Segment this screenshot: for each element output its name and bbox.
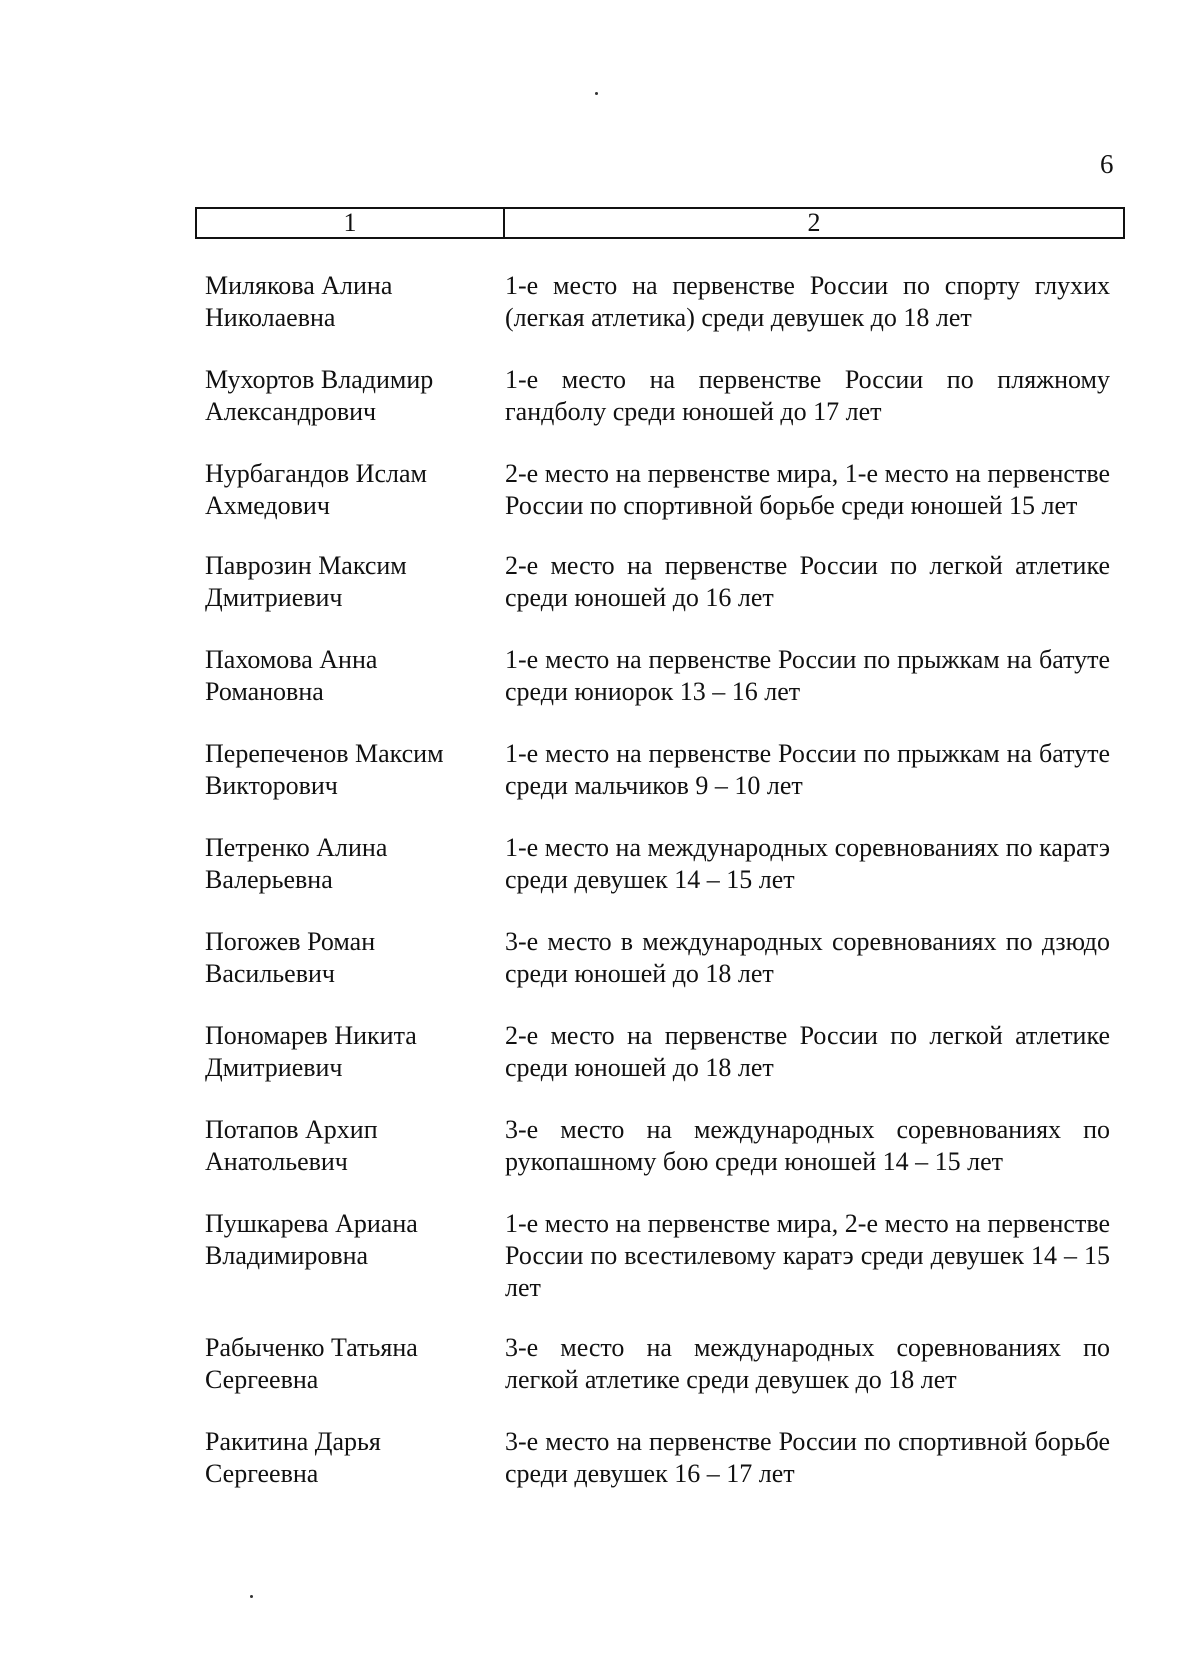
awardee-name: Пономарев Никита Дмитриевич — [205, 1021, 417, 1082]
awardee-entry — [205, 1426, 1125, 1490]
column-header-row — [195, 207, 1125, 239]
awardee-entry — [205, 1114, 1125, 1178]
awardee-name: Погожев Роман Васильевич — [205, 927, 376, 988]
scan-speck — [595, 92, 598, 95]
page-number: 6 — [1100, 149, 1114, 179]
awardee-name: Паврозин Максим Дмитриевич — [205, 551, 407, 612]
awardee-achievement: 1-е место на международных соревнованиях по каратэ среди девушек 14 – 15 лет — [505, 833, 1110, 894]
awardee-name: Ракитина Дарья Сергеевна — [205, 1427, 381, 1488]
awardee-achievement: 2-е место на первенстве мира, 1-е место на первенстве России по спортивной борьбе среди юношей 15 лет — [505, 459, 1110, 520]
column-header-2: 2 — [807, 208, 821, 237]
awardee-entry — [205, 270, 1125, 334]
awardee-achievement: 1-е место на первенстве России по прыжкам на батуте среди мальчиков 9 – 10 лет — [505, 739, 1110, 800]
awardee-entry — [205, 1208, 1125, 1304]
awardee-name: Милякова Алина Николаевна — [205, 271, 393, 332]
awardee-entry — [205, 926, 1125, 990]
awardee-achievement: 1-е место на первенстве России по спорту глухих (легкая атлетика) среди девушек до 18 лет — [505, 271, 1110, 332]
awardee-name: Мухортов Владимир Александрович — [205, 365, 434, 426]
awardee-achievement: 1-е место на первенстве мира, 2-е место на первенстве России по всестилевому каратэ среди девушек 14 – 15 лет — [505, 1209, 1110, 1302]
awardee-achievement: 3-е место в международных соревнованиях по дзюдо среди юношей до 18 лет — [505, 927, 1110, 988]
awardee-entry — [205, 550, 1125, 614]
awardee-entry — [205, 832, 1125, 896]
awardee-achievement: 2-е место на первенстве России по легкой атлетике среди юношей до 16 лет — [505, 551, 1110, 612]
scan-speck — [250, 1595, 253, 1598]
awardee-name: Пушкарева Ариана Владимировна — [205, 1209, 418, 1270]
awardee-achievement: 3-е место на международных соревнованиях по рукопашному бою среди юношей 14 – 15 лет — [505, 1115, 1110, 1176]
awardee-name: Рабыченко Татьяна Сергеевна — [205, 1333, 418, 1394]
awardee-name: Потапов Архип Анатольевич — [205, 1115, 378, 1176]
awardee-achievement: 2-е место на первенстве России по легкой атлетике среди юношей до 18 лет — [505, 1021, 1110, 1082]
awardee-entry — [205, 1332, 1125, 1396]
awardee-achievement: 1-е место на первенстве России по прыжкам на батуте среди юниорок 13 – 16 лет — [505, 645, 1110, 706]
awardee-entry — [205, 738, 1125, 802]
awardee-achievement: 1-е место на первенстве России по пляжному гандболу среди юношей до 17 лет — [505, 365, 1110, 426]
awardee-entry — [205, 458, 1125, 522]
awardee-entry — [205, 1020, 1125, 1084]
awardee-list — [205, 270, 1125, 1520]
awardee-achievement: 3-е место на международных соревнованиях по легкой атлетике среди девушек до 18 лет — [505, 1333, 1110, 1394]
awardee-entry — [205, 364, 1125, 428]
awardee-name: Перепеченов Максим Викторович — [205, 739, 444, 800]
column-header-1: 1 — [197, 209, 505, 237]
awardee-name: Нурбагандов Ислам Ахмедович — [205, 459, 427, 520]
awardee-entry — [205, 644, 1125, 708]
awardee-name: Пахомова Анна Романовна — [205, 645, 378, 706]
awardee-name: Петренко Алина Валерьевна — [205, 833, 388, 894]
awardee-achievement: 3-е место на первенстве России по спортивной борьбе среди девушек 16 – 17 лет — [505, 1427, 1110, 1488]
